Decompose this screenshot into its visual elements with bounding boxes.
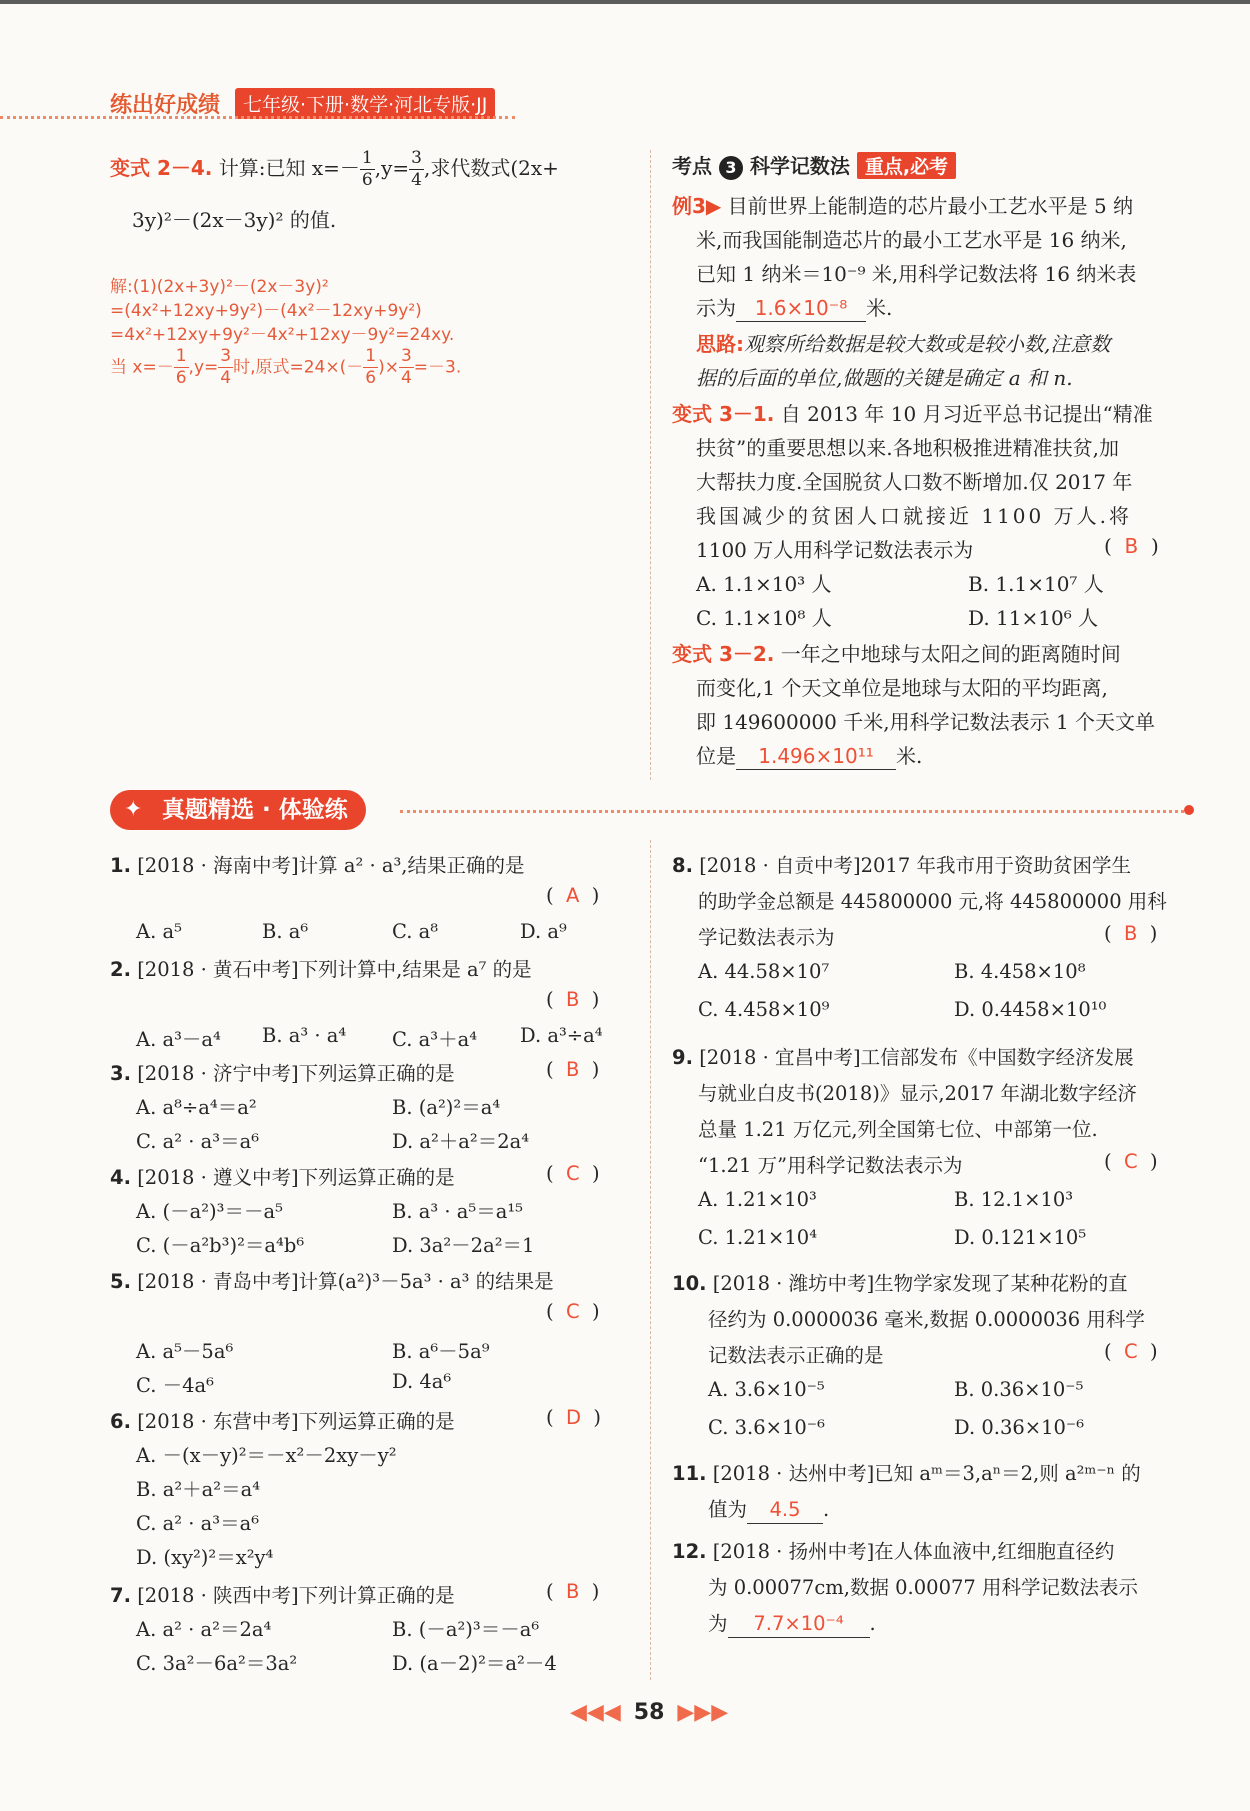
question-number: 1. bbox=[110, 854, 131, 877]
option: D. 0.121×10⁵ bbox=[954, 1226, 1087, 1249]
question-number: 12. bbox=[672, 1540, 707, 1563]
option: B. a²＋a²＝a⁴ bbox=[136, 1478, 261, 1501]
question-text: [2018 · 扬州中考]在人体血液中,红细胞直径约 bbox=[712, 1540, 1115, 1563]
solution-line: 当 x=－ $\frac{1}{6}$ ,y= $\frac{3}{4}$ 时,原式=24×(－ $\frac{1}{6}$ )× $\frac{3}{4}$ =－3. bbox=[110, 346, 462, 388]
top-border bbox=[0, 0, 1250, 4]
question-text: [2018 · 青岛中考]计算(a²)³－5a³ · a³ 的结果是 bbox=[137, 1270, 554, 1293]
questions-right bbox=[672, 850, 1202, 1650]
question-text: [2018 · 海南中考]计算 a² · a³,结果正确的是 bbox=[137, 854, 525, 877]
prev-arrows-icon: ◀◀◀ bbox=[570, 1700, 621, 1725]
problem-text: ,y= bbox=[374, 156, 410, 180]
question-text: [2018 · 潍坊中考]生物学家发现了某种花粉的直 bbox=[712, 1272, 1128, 1295]
question-text: [2018 · 东营中考]下列运算正确的是 bbox=[137, 1410, 455, 1433]
fraction: $\frac{3}{4}$ bbox=[411, 148, 422, 190]
answer-bracket: ( C ) bbox=[1104, 1150, 1158, 1173]
next-arrows-icon: ▶▶▶ bbox=[677, 1700, 729, 1725]
option: A. 44.58×10⁷ bbox=[698, 960, 830, 983]
problem-text: 即 149600000 千米,用科学记数法表示 1 个天文单 bbox=[696, 710, 1156, 734]
question-number: 4. bbox=[110, 1166, 131, 1189]
question-number: 3. bbox=[110, 1062, 131, 1085]
question-number: 2. bbox=[110, 958, 131, 981]
option: D. 3a²－2a²＝1 bbox=[392, 1234, 535, 1257]
section-divider bbox=[400, 810, 1190, 813]
question-text: [2018 · 黄石中考]下列计算中,结果是 a⁷ 的是 bbox=[137, 958, 532, 981]
question-number: 5. bbox=[110, 1270, 131, 1293]
question-text: 径约为 0.0000036 毫米,数据 0.0000036 用科学 bbox=[708, 1308, 1145, 1331]
option: A. a⁸÷a⁴＝a² bbox=[136, 1096, 257, 1119]
questions-left bbox=[110, 850, 640, 1680]
column-divider bbox=[650, 840, 651, 1680]
example-label: 例3 bbox=[672, 194, 706, 218]
fraction: $\frac{1}{6}$ bbox=[361, 148, 373, 190]
variant-label: 变式 3－2. bbox=[672, 642, 775, 666]
option: C. 1.1×10⁸ 人 bbox=[696, 606, 832, 630]
option: A. 1.1×10³ 人 bbox=[696, 572, 832, 596]
section-title: 真题精选 · 体验练 bbox=[162, 797, 348, 823]
question-text: [2018 · 自贡中考]2017 年我市用于资助贫困学生 bbox=[699, 854, 1131, 877]
question-number: 10. bbox=[672, 1272, 707, 1295]
answer-bracket: ( C ) bbox=[1104, 1340, 1158, 1363]
option: D. 11×10⁶ 人 bbox=[968, 606, 1099, 630]
question-number: 9. bbox=[672, 1046, 693, 1069]
question-text: [2018 · 宜昌中考]工信部发布《中国数字经济发展 bbox=[699, 1046, 1134, 1069]
question-text: 值为 4.5 . bbox=[708, 1494, 829, 1524]
answer-blank: 7.7×10⁻⁴ bbox=[728, 1611, 870, 1638]
option: B. a³ · a⁴ bbox=[262, 1024, 347, 1047]
solution-line: =4x²+12xy+9y²－4x²+12xy－9y²=24xy. bbox=[110, 325, 455, 345]
kaodian-prefix: 考点 bbox=[672, 154, 712, 178]
variant-label: 变式 2－4. bbox=[110, 156, 213, 180]
answer-bracket: ( B ) bbox=[546, 988, 600, 1011]
problem-text: 位是 1.496×10¹¹ 米. bbox=[696, 744, 923, 768]
kaodian-title: 科学记数法 bbox=[749, 154, 850, 178]
divider-dot bbox=[1184, 805, 1194, 815]
option: B. (－a²)³＝－a⁶ bbox=[392, 1618, 540, 1641]
question-text: 与就业白皮书(2018)》显示,2017 年湖北数字经济 bbox=[698, 1082, 1137, 1105]
problem-text: 大帮扶力度.全国脱贫人口数不断增加.仅 2017 年 bbox=[696, 470, 1133, 494]
example-text: 示为 1.6×10⁻⁸ 米. bbox=[696, 296, 893, 320]
answer-blank: 4.5 bbox=[747, 1497, 823, 1524]
option: A. a⁵ bbox=[136, 920, 182, 943]
option: B. a³ · a⁵＝a¹⁵ bbox=[392, 1200, 523, 1223]
option: C. 1.21×10⁴ bbox=[698, 1226, 818, 1249]
problem-text: 而变化,1 个天文单位是地球与太阳的平均距离, bbox=[696, 676, 1108, 700]
problem-text: 我国减少的贫困人口就接近 1100 万人.将 bbox=[696, 504, 1132, 528]
option: C. 4.458×10⁹ bbox=[698, 998, 830, 1021]
importance-badge: 重点,必考 bbox=[857, 152, 956, 179]
option: C. (－a²b³)²＝a⁴b⁶ bbox=[136, 1234, 305, 1257]
question-text: 记数法表示正确的是 bbox=[708, 1344, 884, 1367]
question-number: 6. bbox=[110, 1410, 131, 1433]
header-divider bbox=[0, 116, 515, 119]
option: C. a² · a³＝a⁶ bbox=[136, 1130, 260, 1153]
option: A. －(x－y)²＝－x²－2xy－y² bbox=[136, 1444, 397, 1467]
problem-text: 1100 万人用科学记数法表示为 bbox=[696, 538, 974, 562]
answer-bracket: ( D ) bbox=[546, 1406, 602, 1429]
answer-bracket: ( B ) bbox=[546, 1058, 600, 1081]
question-number: 8. bbox=[672, 854, 693, 877]
hint-label: 思路: bbox=[696, 332, 744, 356]
answer-bracket: ( C ) bbox=[546, 1162, 600, 1185]
question-text: 为 0.00077cm,数据 0.00077 用科学记数法表示 bbox=[708, 1576, 1138, 1599]
option: C. 3.6×10⁻⁶ bbox=[708, 1416, 825, 1439]
option: B. (a²)²＝a⁴ bbox=[392, 1096, 501, 1119]
answer-bracket: ( B ) bbox=[546, 1580, 600, 1603]
option: B. a⁶－5a⁹ bbox=[392, 1340, 490, 1363]
problem-text: 扶贫”的重要思想以来.各地积极推进精准扶贫,加 bbox=[696, 436, 1119, 460]
option: C. 3a²－6a²＝3a² bbox=[136, 1652, 298, 1675]
problem-text: 3y)²－(2x－3y)² 的值. bbox=[132, 208, 337, 232]
option: D. (xy²)²＝x²y⁴ bbox=[136, 1546, 274, 1569]
question-text: 学记数法表示为 bbox=[698, 926, 835, 949]
column-divider bbox=[650, 150, 651, 780]
option: D. (a－2)²＝a²－4 bbox=[392, 1652, 557, 1675]
question-text: [2018 · 达州中考]已知 aᵐ＝3,aⁿ＝2,则 a²ᵐ⁻ⁿ 的 bbox=[712, 1462, 1141, 1485]
example-text: 目前世界上能制造的芯片最小工艺水平是 5 纳 bbox=[727, 194, 1134, 218]
option: A. 1.21×10³ bbox=[698, 1188, 817, 1211]
hint-text: 思路:观察所给数据是较大数或是较小数,注意数 bbox=[696, 332, 1111, 356]
answer-bracket: ( B ) bbox=[1104, 922, 1158, 945]
answer-blank: 1.6×10⁻⁸ bbox=[736, 295, 866, 322]
problem-text: 自 2013 年 10 月习近平总书记提出“精准 bbox=[780, 402, 1153, 426]
option: C. －4a⁶ bbox=[136, 1374, 214, 1397]
play-icon: ▶ bbox=[705, 194, 722, 218]
question-number: 11. bbox=[672, 1462, 707, 1485]
section-banner bbox=[110, 790, 366, 830]
answer-bracket: ( B ) bbox=[1104, 534, 1159, 558]
option: B. 1.1×10⁷ 人 bbox=[968, 572, 1104, 596]
question-text: “1.21 万”用科学记数法表示为 bbox=[698, 1154, 963, 1177]
option: B. 12.1×10³ bbox=[954, 1188, 1074, 1211]
problem-text: 计算:已知 x=－ bbox=[218, 156, 360, 180]
option: B. 4.458×10⁸ bbox=[954, 960, 1086, 983]
solution-line: =(4x²+12xy+9y²)－(4x²－12xy+9y²) bbox=[110, 301, 422, 321]
answer-blank: 1.496×10¹¹ bbox=[736, 743, 896, 770]
problem-text: 一年之中地球与太阳之间的距离随时间 bbox=[780, 642, 1121, 666]
option: D. 0.36×10⁻⁶ bbox=[954, 1416, 1085, 1439]
page-number: 58 bbox=[633, 1700, 665, 1725]
option: B. 0.36×10⁻⁵ bbox=[954, 1378, 1084, 1401]
option: C. a² · a³＝a⁶ bbox=[136, 1512, 260, 1535]
question-text: [2018 · 遵义中考]下列运算正确的是 bbox=[137, 1166, 455, 1189]
option: C. a³＋a⁴ bbox=[392, 1028, 478, 1051]
hint-text: 据的后面的单位,做题的关键是确定 a 和 n. bbox=[696, 366, 1073, 390]
answer-bracket: ( A ) bbox=[546, 884, 600, 907]
option: D. a³÷a⁴ bbox=[520, 1024, 603, 1047]
option: A. a⁵－5a⁶ bbox=[136, 1340, 234, 1363]
option: D. 4a⁶ bbox=[392, 1370, 452, 1393]
option: D. a⁹ bbox=[520, 920, 567, 943]
series-badge: 七年级·下册·数学·河北专版·JJ bbox=[235, 88, 495, 119]
question-text: [2018 · 陕西中考]下列计算正确的是 bbox=[137, 1584, 455, 1607]
answer-bracket: ( C ) bbox=[546, 1300, 600, 1323]
example-text: 米,而我国能制造芯片的最小工艺水平是 16 纳米, bbox=[696, 228, 1127, 252]
question-text: 为 7.7×10⁻⁴ . bbox=[708, 1608, 876, 1638]
option: A. (－a²)³＝－a⁵ bbox=[136, 1200, 283, 1223]
solution-line: 解:(1)(2x+3y)²－(2x－3y)² bbox=[110, 277, 329, 297]
kaodian-number: 3 bbox=[719, 156, 743, 180]
brand-title: 练出好成绩 bbox=[110, 93, 221, 118]
option: D. 0.4458×10¹⁰ bbox=[954, 998, 1107, 1021]
variant-label: 变式 3－1. bbox=[672, 402, 775, 426]
option: A. 3.6×10⁻⁵ bbox=[708, 1378, 825, 1401]
option: D. a²＋a²＝2a⁴ bbox=[392, 1130, 530, 1153]
runner-icon: ✦ bbox=[124, 797, 143, 822]
example-text: 已知 1 纳米＝10⁻⁹ 米,用科学记数法将 16 纳米表 bbox=[696, 262, 1137, 286]
option: C. a⁸ bbox=[392, 920, 439, 943]
option: A. a³－a⁴ bbox=[136, 1028, 221, 1051]
option: B. a⁶ bbox=[262, 920, 309, 943]
option: A. a² · a²＝2a⁴ bbox=[136, 1618, 272, 1641]
question-number: 7. bbox=[110, 1584, 131, 1607]
question-text: 总量 1.21 万亿元,列全国第七位、中部第一位. bbox=[698, 1118, 1098, 1141]
page-footer bbox=[570, 1700, 728, 1725]
question-text: 的助学金总额是 445800000 元,将 445800000 用科 bbox=[698, 890, 1167, 913]
question-text: [2018 · 济宁中考]下列运算正确的是 bbox=[137, 1062, 455, 1085]
problem-text: ,求代数式(2x+ bbox=[423, 156, 559, 180]
